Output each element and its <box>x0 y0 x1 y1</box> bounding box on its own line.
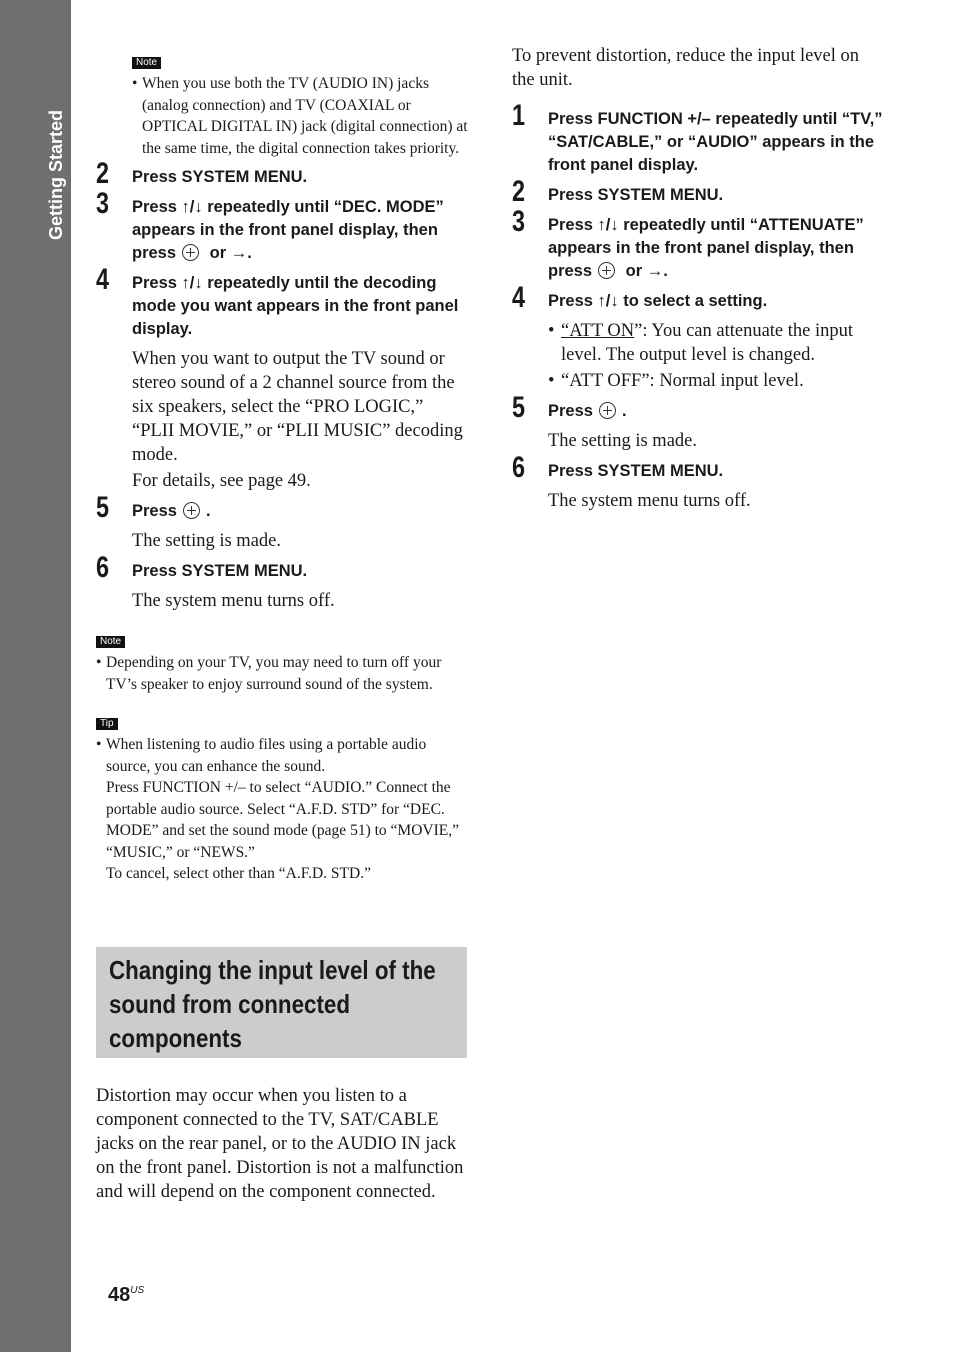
step-number: 5 <box>512 391 526 424</box>
right-step-3 <box>512 205 884 283</box>
step-body: The setting is made. <box>548 431 697 451</box>
section-title: Changing the input level of the sound from connected components <box>109 955 436 1053</box>
right-step-5 <box>512 391 884 453</box>
step-body: For details, see page 49. <box>132 471 311 491</box>
side-tab <box>0 0 71 1352</box>
step-number: 1 <box>512 99 526 132</box>
step-instruction: Press ↑/↓ repeatedly until “DEC. MODE” appears in the front panel display, then press or →. <box>132 198 444 262</box>
note-2-text: Depending on your TV, you may need to turn off your TV’s speaker to enjoy surround sound of the system. <box>106 654 442 693</box>
step-number: 3 <box>512 205 526 238</box>
note-badge: Note <box>132 57 161 69</box>
step-instruction: Press SYSTEM MENU. <box>548 186 724 204</box>
step-instruction: Press ↑/↓ repeatedly until the decoding mode you want appears in the front panel display. <box>132 274 459 338</box>
step-number: 6 <box>96 551 110 584</box>
left-step-2 <box>96 157 468 190</box>
section-heading-box <box>96 947 467 1058</box>
step-body: The system menu turns off. <box>132 591 335 611</box>
right-step-6 <box>512 451 884 513</box>
step-number: 3 <box>96 187 110 220</box>
enter-button-icon <box>599 402 616 419</box>
left-step-6 <box>96 551 468 613</box>
left-step-4 <box>96 263 468 493</box>
section-intro: Distortion may occur when you listen to a component connected to the TV, SAT/CABLE jacks on the rear panel, or to the AUDIO IN jack on the front panel. Distortion is not a malfunction and will depend on the component connected. <box>96 1086 464 1202</box>
right-step-4 <box>512 281 884 393</box>
right-step-1 <box>512 99 884 177</box>
left-step-3 <box>96 187 468 265</box>
note-1: Note • When you use both the TV (AUDIO IN) jacks (analog connection) and TV (COAXIAL or OPTICAL DIGITAL IN) jack (digital connection) at the same time, the digital connection takes priority. <box>132 57 468 157</box>
tip-badge: Tip <box>96 718 118 730</box>
step-number: 6 <box>512 451 526 484</box>
step-instruction: Press FUNCTION +/– repeatedly until “TV,” “SAT/CABLE,” or “AUDIO” appears in the front panel display. <box>548 110 883 174</box>
step-number: 4 <box>96 263 110 296</box>
step-instruction: Press ↑/↓ repeatedly until “ATTENUATE” appears in the front panel display, then press or →. <box>548 216 864 280</box>
left-column <box>96 52 468 885</box>
step-number: 2 <box>96 157 110 190</box>
note-2: Note • Depending on your TV, you may need to turn off your TV’s speaker to enjoy surround sound of the system. <box>96 636 442 693</box>
step-body: The setting is made. <box>132 531 281 551</box>
tip: Tip • When listening to audio files using a portable audio source, you can enhance the sound. Press FUNCTION +/– to select “AUDIO.” Connect the portable audio source. Select “A.F.D. STD” for “DEC. MODE” and set the sound mode (page 51) to “MOVIE,” “MUSIC,” or “NEWS.” To cancel, select other than “A.F.D. STD.” <box>96 713 468 885</box>
step-instruction: Press SYSTEM MENU. <box>132 168 308 186</box>
step-number: 4 <box>512 281 526 314</box>
enter-button-icon <box>598 262 615 279</box>
right-column <box>512 44 884 513</box>
enter-button-icon <box>183 502 200 519</box>
note-badge: Note <box>96 636 125 648</box>
step-body: The system menu turns off. <box>548 491 751 511</box>
tip-line: When listening to audio files using a portable audio source, you can enhance the sound. <box>106 736 427 775</box>
step-instruction: Press . <box>548 402 627 420</box>
note-1-text: When you use both the TV (AUDIO IN) jacks (analog connection) and TV (COAXIAL or OPTICAL DIGITAL IN) jack (digital connection) at the same time, the digital connection takes priority. <box>142 75 468 157</box>
right-intro: To prevent distortion, reduce the input level on the unit. <box>512 46 860 90</box>
tip-line: Press FUNCTION +/– to select “AUDIO.” Connect the portable audio source. Select “A.F.D. STD” for “DEC. MODE” and set the sound mode (page 51) to “MOVIE,” “MUSIC,” or “NEWS.” <box>106 779 459 861</box>
step-number: 5 <box>96 491 110 524</box>
step-instruction: Press ↑/↓ to select a setting. <box>548 292 768 310</box>
tip-line: To cancel, select other than “A.F.D. STD.” <box>106 865 371 882</box>
step-instruction: Press . <box>132 502 211 520</box>
side-tab-label: Getting Started <box>46 110 66 241</box>
step-number: 2 <box>512 175 526 208</box>
left-step-5 <box>96 491 468 553</box>
page-number: $48^{US}$ <box>108 1284 145 1306</box>
step-instruction: Press SYSTEM MENU. <box>548 462 724 480</box>
right-step-2 <box>512 175 884 208</box>
step-instruction: Press SYSTEM MENU. <box>132 562 308 580</box>
setting-option-att-off: • “ATT OFF”: Normal input level. <box>548 371 804 391</box>
setting-option-att-on: • “ATT ON”: You can attenuate the input level. The output level is changed. <box>548 321 854 365</box>
step-body: When you want to output the TV sound or stereo sound of a 2 channel source from the six speakers, select the “PRO LOGIC,” “PLII MOVIE,” or “PLII MUSIC” decoding mode. <box>132 349 463 465</box>
enter-button-icon <box>182 244 199 261</box>
